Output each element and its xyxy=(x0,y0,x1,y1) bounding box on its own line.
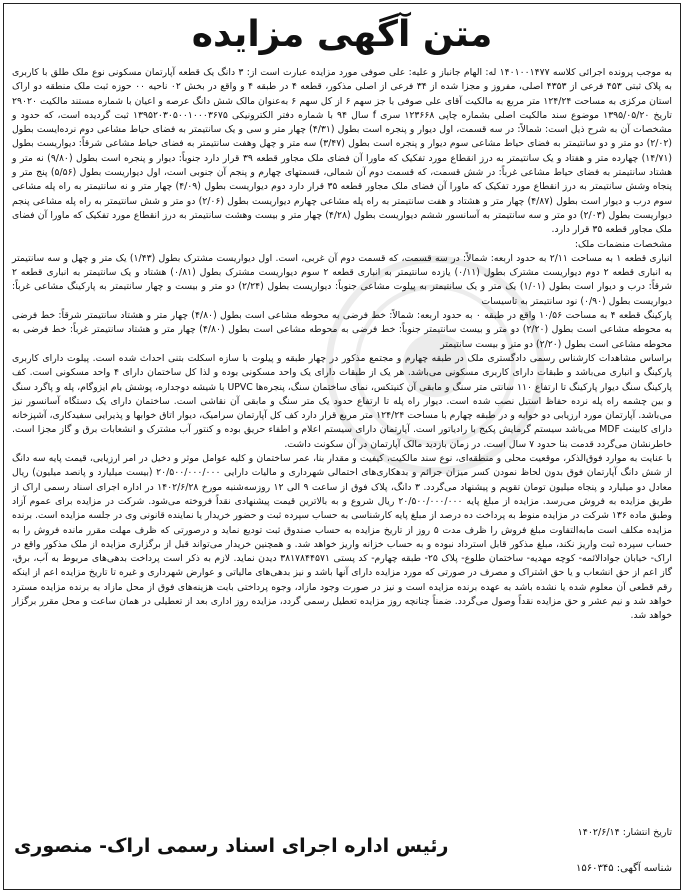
notice-id: شناسه آگهی: ۱۵۶۰۳۴۵ xyxy=(575,863,672,874)
body-paragraph: با عنایت به موارد فوق‌الذکر، موقعیت محلی و منطقه‌ای، نوع سند مالکیت، کیفیت و مقدار بنا، عمر ساختمان و کلیه عوامل موثر و دخیل در امر ارزیابی، قیمت پایه سه دانگ از شش دانگ آپارتمان فوق بدون لحاظ نمودن کسر میزان جرائم و بدهکاری‌های احتمالی شهرداری و مالیات دارایی ۲۰/۵۰۰/۰۰۰/۰۰۰ (بیست میلیارد و پانصد میلیون) ریال معادل دو میلیارد و پنجاه میلیون تومان تقویم و پیشنهاد می‌گردد. ۳ دانگ، پلاک فوق از ساعت ۹ الی ۱۲ روزسه‌شنبه مورخ ۱۴۰۲/۶/۲۸ در اداره اجرای اسناد رسمی اراک از طریق مزایده به فروش می‌رسد. مزایده از مبلغ پایه ۲۰/۵۰۰/۰۰۰/۰۰۰ ریال شروع و به بالاترین قیمت پیشنهادی نقداً فروخته می‌شود. شرکت در مزایده برای عموم آزاد وطبق ماده ۱۳۶ شرکت در مزایده منوط به پرداخت ده درصد از مبلغ پایه کارشناسی به حساب سپرده ثبت و حضور خریدار یا نماینده قانونی وی در جلسه مزایده است. برنده مزایده مکلف است مابه‌التفاوت مبلغ فروش را ظرف مدت ۵ روز از تاریخ مزایده به حساب صندوق ثبت تودیع نماید و درصورتی که ظرف مهلت مقرر مانده فروش را به حساب سپرده ثبت واریز نکند، مبلغ مذکور قابل استرداد نبوده و به حساب خزانه واریز خواهد شد. و همچنین خریدار می‌تواند قبل از برگزاری مزایده از ملک مذکور واقع در اراک- خیابان جوادالائمه- کوچه مهدیه- ساختمان طلوع- پلاک ۲۵- طبقه چهارم- کد پستی ۳۸۱۷۸۴۴۵۷۱ دیدن نماید. لازم به ذکر است پرداخت بدهی‌های مربوط به آب، برق، گاز اعم از حق انشعاب و یا حق اشتراک و مصرف در صورتی که مورد مزایده دارای آنها باشد و نیز بدهی‌های مالیاتی و عوارض شهرداری و غیره تا تاریخ مزایده اعم از اینکه رقم قطعی آن معلوم شده یا نشده باشد به عهده برنده مزایده است و نیز در صورت وجود مازاد، وجوه پرداختی بابت هزینه‌های فوق از محل مازاد به برنده مزایده مسترد خواهد شد و نیم عشر و حق مزایده نقداً وصول می‌گردد. ضمناً چنانچه روز مزایده تعطیل رسمی گردد، مزایده روز اداری بعد از تعطیلی در همان ساعت و محل مقرر برگزار خواهد شد. xyxy=(12,453,673,622)
body-paragraph: مشخصات منضمات ملک: xyxy=(574,238,672,250)
notice-body xyxy=(12,66,672,624)
signer-name: رئیس اداره اجرای اسناد رسمی اراک- منصوری xyxy=(14,835,449,857)
page-title: متن آگهی مزایده xyxy=(191,14,493,55)
body-paragraph: به موجب پرونده اجرائی کلاسه ۱۴۰۱۰۰۱۴۷۷ له: الهام جانباز و علیه: علی صوفی مورد مزایده عبارت است از: ۳ دانگ یک قطعه آپارتمان مسکونی نوع ملک طلق با کاربری به پلاک ثبتی ۴۵۳ فرعی از ۴۳۵۳ اصلی، مفروز و مجزا شده از ۳۴ فرعی از اصلی مذکور، قطعه ۴ در طبقه ۴ و واقع در بخش ۰۲ ناحیه ۰۰ حوزه ثبت ملک منطقه دو اراک استان مرکزی به مساحت ۱۲۴/۲۴ متر مربع به مالکیت آقای علی صوفی با جز سهم ۶ از کل سهم ۶ به‌عنوان مالک شش دانگ عرصه و اعیان با شماره مستند مالکیت ۲۹۰۲۰ تاریخ ۱۳۹۵/۰۵/۲۰ موضوع سند مالکیت اصلی بشماره چاپی ۱۲۳۶۶۸ سری f سال ۹۴ با شماره دفتر الکترونیکی ۱۳۹۵۲۰۳۰۵۰۰۱۰۰۰۳۶۷۵ ثبت گردیده است، که حدود و مشخصات آن به شرح ذیل است: شمالاً: در سه قسمت، اول دیوار و پنجره است بطول (۴/۳۱) چهار متر و سی و یک سانتیمتر به فضای حیاط مشاعی دوم نرده‌ایست بطول (۲/۰۲) دو متر و دو سانتیمتر به فضای حیاط مشاعی سوم دیوار و پنجره است بطول (۳/۴۷) سه متر و چهل وهفت سانتیمتر به فضای حیاط مشاعی شرقاً: دیواریست بطول (۱۴/۷۱) چهارده متر و هفتاد و یک سانتیمتر به درز انقطاع مورد تفکیک که ماورا آن فضای ملک مجاور قطعه ۳۹ قرار دارد جنوباً: دیوار و پنجره است بطول (۹/۸۰) نه متر و هشتاد سانتیمتر به فضای حیاط مشاعی غرباً: در شش قسمت، که قسمت دوم آن شمالی، قسمتهای چهارم و پنجم آن جنوبی است، اول دیواریست بطول (۵/۵۶) پنج متر و پنجاه وشش سانتیمتر به درز انقطاع مورد تفکیک که ماورا آن فضای ملک مجاور قطعه ۳۵ قرار دارد دوم دیواریست بطول (۴/۰۹) چهار متر و نه سانتیمتر به راه پله مشاعی سوم درب و دیوار است بطول (۴/۸۷) چهار متر و هشتاد و هفت سانتیمتر به راه پله مشاعی چهارم دیواریست بطول (۲/۰۶) دو متر و شش سانتیمتر به راه پله مشاعی پنجم دیواریست بطول (۲/۰۳) دو متر و سه سانتیمتر به آسانسور ششم دیواریست بطول (۴/۲۸) چهار متر و بیست وهشت سانتیمتر به درز انقطاع مورد تفکیک که ماورا آن فضای ملک مجاور قطعه ۳۵ قرار دارد. xyxy=(12,67,673,236)
body-paragraph: پارکینگ قطعه ۴ به مساحت ۱۰/۵۶ واقع در طبقه ۰ به حدود اربعه: شمالاً: خط فرضی به محوطه مشاعی است بطول (۴/۸۰) چهار متر و هشتاد سانتیمتر شرقاً: خط فرضی به محوطه مشاعی است بطول (۲/۲۰) دو متر و بیست سانتیمتر جنوباً: خط فرضی به محوطه مشاعی است بطول (۴/۸۰) چهار متر و هشتاد سانتیمتر غرباً: خط فرضی به محوطه مشاعی است بطول (۲/۲۰) دو متر و بیست سانتیمتر xyxy=(12,310,673,350)
publish-date: تاریخ انتشار: ۱۴۰۲/۶/۱۴ xyxy=(577,827,672,838)
notice-footer xyxy=(12,827,672,885)
body-paragraph: براساس مشاهدات کارشناس رسمی دادگستری ملک در طبقه چهارم و مجتمع مذکور در چهار طبقه و پیلوت با سازه اسکلت بتنی احداث شده است. پیلوت دارای کاربری پارکینگ و انباری می‌باشد و طبقات دارای کاربری مسکونی می‌باشد. هر یک از طبقات دارای یک واحد مسکونی بوده و لذا کل ساختمان دارای ۴ واحد مسکونی است. کف پارکینگ سنگ دیوار پارکینگ تا ارتفاع ۱۱۰ سانتی متر سنگ و مابقی آن کنیتکس، نمای ساختمان سنگ، پنجره‌ها UPVC با شیشه دوجداره، پوشش بام ایزوگام، پله و پاگرد سنگ و بین چشمه راه پله نرده حفاظ استیل نصب شده است. دیوار راه پله تا ارتفاع حدود یک متر سنگ و مابقی آن نقاشی است. ساختمان دارای یک دستگاه آسانسور نیز می‌باشد. آپارتمان مورد ارزیابی دو خوابه و در طبقه چهارم با مساحت ۱۲۴/۲۴ متر مربع قرار دارد کف کل آپارتمان سرامیک، دیوار اتاق خوابها و پذیرایی سفیدکاری، آشپزخانه دارای کابینت MDF می‌باشد سیستم گرمایش پکیج با رادیاتور است. آپارتمان دارای سیستم اعلام و اطفاء حریق بوده و کنتور آب مشترک و انشعابات برق و گاز مجزا است. خاطرنشان می‌گردد قدمت بنا حدود ۷ سال است. در زمان بازدید مالک آپارتمان در آن سکونت داشت. xyxy=(12,352,673,450)
body-paragraph: انباری قطعه ۱ به مساحت ۲/۱۱ به حدود اربعه: شمالاً: در سه قسمت، که قسمت دوم آن غربی، است. اول دیواریست مشترک بطول (۱/۴۳) یک متر و چهل و سه سانتیمتر به انباری قطعه ۲ دوم دیواریست مشترک بطول (۰/۱۱) یازده سانتیمتر به انباری قطعه ۲ سوم دیواریست مشترک بطول (۰/۸۱) هشتاد و یک سانتیمتر به انباری قطعه ۲ شرقاً: درب و دیوار است بطول (۱/۰۱) یک متر و یک سانتیمتر به پیلوت مشاعی جنوباً: دیواریست بطول (۲/۲۴) دو متر و بیست و چهار سانتیمتر به پارکینگ مشاعی غرباً: دیواریست بطول (۰/۹۰) نود سانتیمتر به تاسیسات xyxy=(12,252,673,307)
